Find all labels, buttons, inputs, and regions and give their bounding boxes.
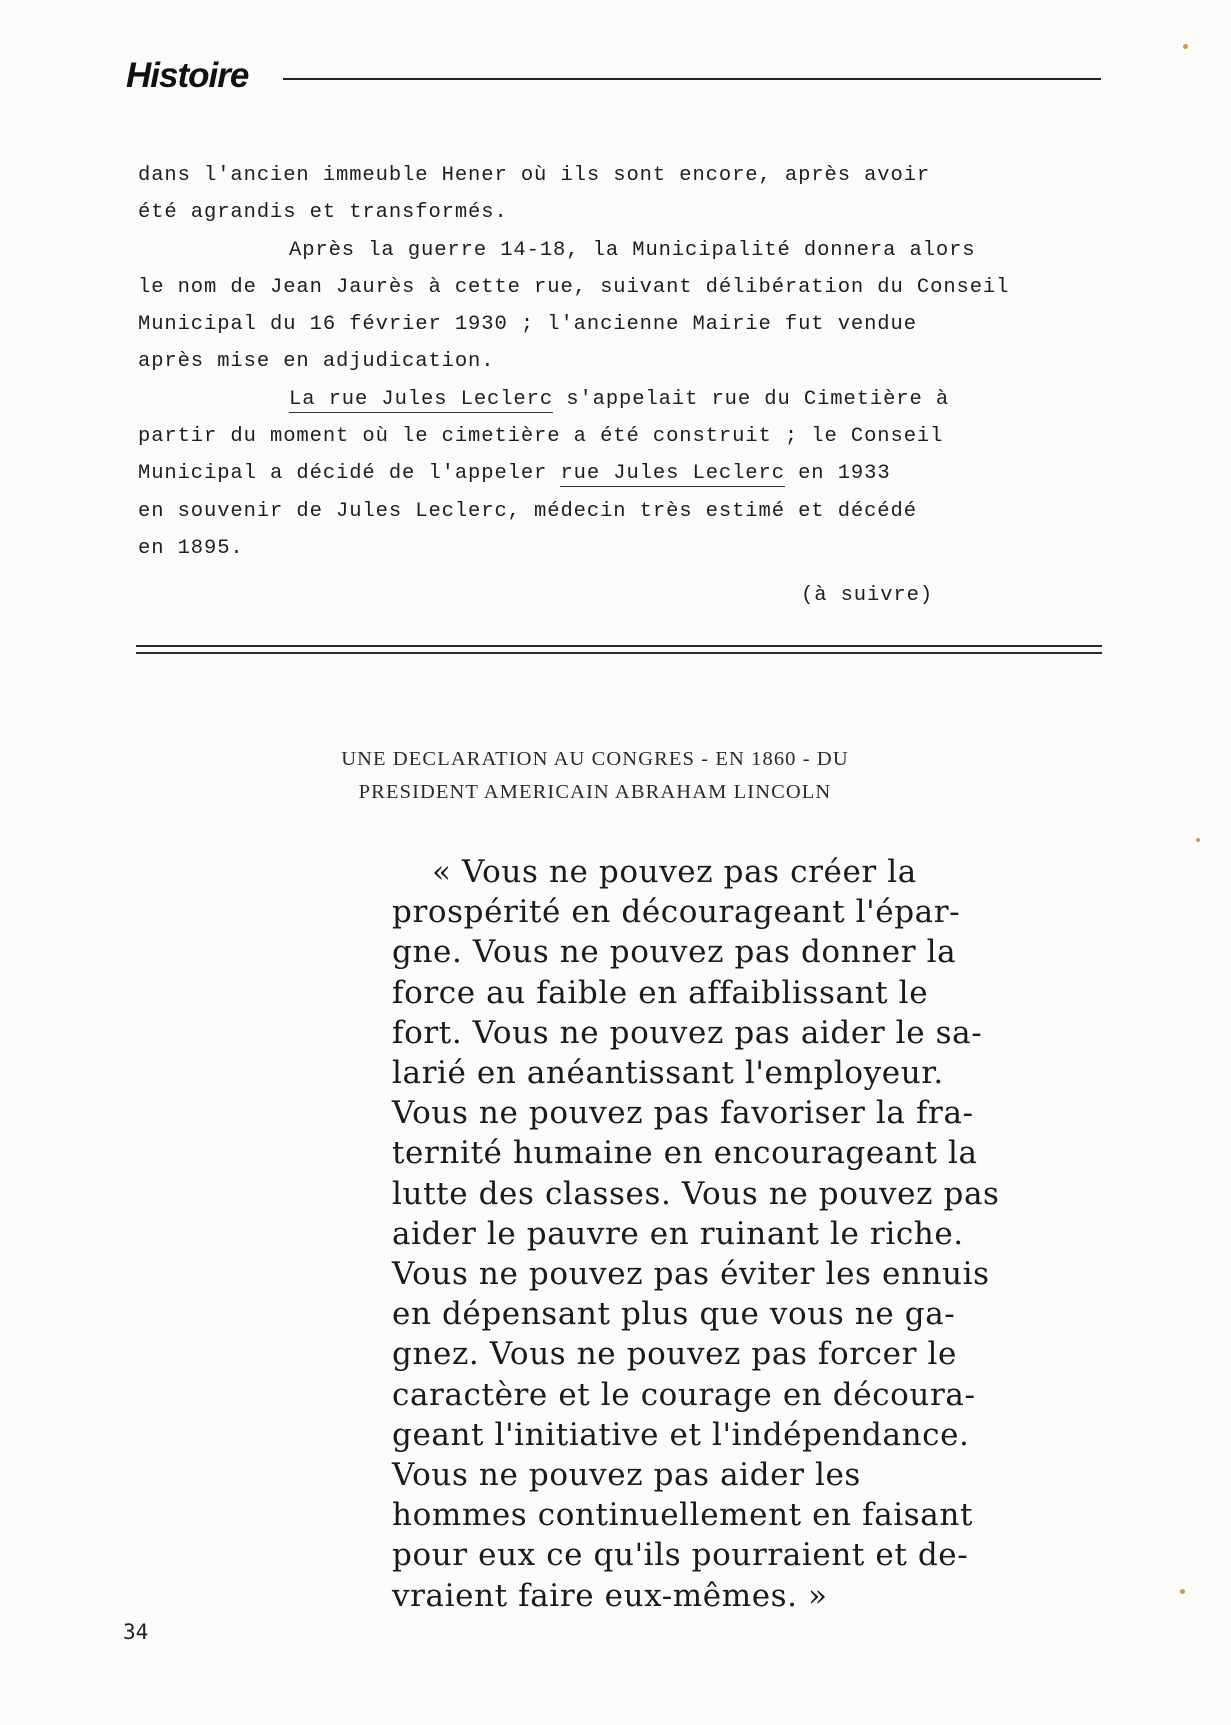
quote-line: larié en anéantissant l'employeur. [392,1055,944,1092]
page-header [126,52,1101,102]
quote-line: gne. Vous ne pouvez pas donner la [392,934,957,971]
street-name-underlined: La rue Jules Leclerc [289,387,554,411]
continued-note: (à suivre) [801,584,934,607]
article-line: Après la guerre 14-18, la Municipalité donnera alors [289,238,976,262]
paper-speck [1180,1589,1185,1594]
header-rule [283,78,1101,80]
street-name-underlined: rue Jules Leclerc [560,462,785,486]
quote-line: Vous ne pouvez pas éviter les ennuis [392,1256,990,1293]
quote-line: geant l'initiative et l'indépendance. [392,1416,970,1453]
quote-line: caractère et le courage en découra- [392,1376,976,1413]
quote-line: lutte des classes. Vous ne pouvez pas [392,1175,1000,1212]
quote-line: vraient faire eux-mêmes. » [392,1577,828,1614]
quote-line: Vous ne pouvez pas aider les [392,1457,861,1494]
article-line: Municipal du 16 février 1930 ; l'ancienne Mairie fut vendue [138,313,917,337]
quote-line: hommes continuellement en faisant [392,1497,974,1534]
quote-line: aider le pauvre en ruinant le riche. [392,1215,964,1252]
article-text: en 1933 [784,462,891,486]
article-line: après mise en adjudication. [138,350,495,374]
article-line [138,455,1128,492]
quote-line: prospérité en décourageant l'épar- [392,894,961,931]
article-body [138,157,1128,567]
page-number: 34 [123,1620,149,1644]
paper-speck [1196,838,1200,842]
paper-speck [1183,44,1188,49]
article-line: été agrandis et transformés. [138,201,508,225]
quote-line: en dépensant plus que vous ne ga- [392,1296,956,1333]
quote-line: gnez. Vous ne pouvez pas forcer le [392,1336,957,1373]
quote-line: pour eux ce qu'ils pourraient et de- [392,1537,969,1574]
quote-line: fort. Vous ne pouvez pas aider le sa- [392,1014,983,1051]
quote-line: Vous ne pouvez pas favoriser la fra- [392,1095,974,1132]
lincoln-quote [392,852,1012,1616]
section-title: Histoire [126,56,249,95]
declaration-title-line: PRESIDENT AMERICAIN ABRAHAM LINCOLN [358,781,832,803]
article-text: s'appelait rue du Cimetière à [553,387,950,411]
quote-line: force au faible en affaiblissant le [392,974,929,1011]
quote-line: « Vous ne pouvez pas créer la [432,854,917,890]
article-line: en souvenir de Jules Leclerc, médecin très estimé et décédé [138,499,917,523]
article-line: en 1895. [138,536,244,560]
declaration-title-line: UNE DECLARATION AU CONGRES - EN 1860 - DU [341,748,849,770]
article-line: partir du moment où le cimetière a été construit ; le Conseil [138,425,944,449]
quote-line: ternité humaine en encourageant la [392,1135,978,1172]
article-line [138,381,1128,418]
declaration-title [220,743,970,809]
article-text: Municipal a décidé de l'appeler [138,462,561,486]
article-line: dans l'ancien immeuble Hener où ils sont encore, après avoir [138,164,931,187]
article-line: le nom de Jean Jaurès à cette rue, suivant délibération du Conseil [138,275,1010,299]
section-divider [136,645,1102,654]
